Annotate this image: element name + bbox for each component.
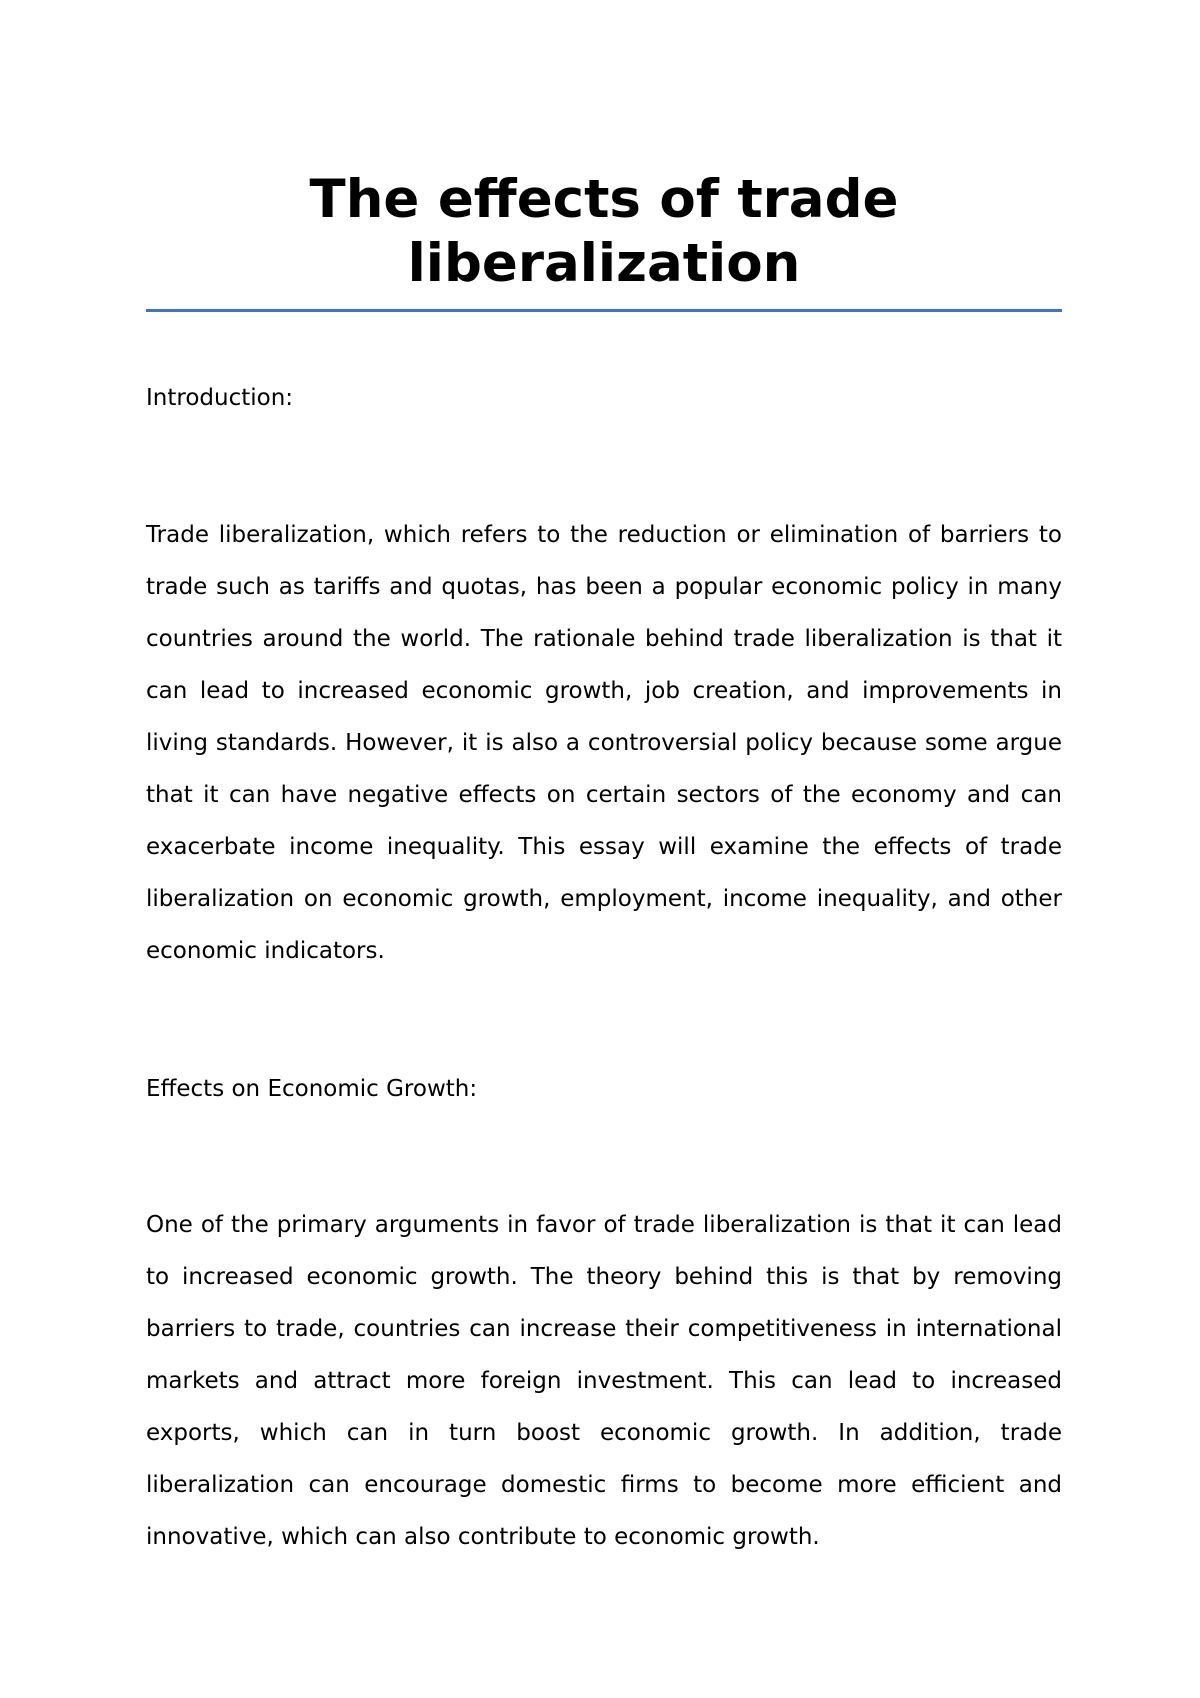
document-title: The effects of trade liberalization: [309, 169, 899, 294]
paragraph-economic-growth: One of the primary arguments in favor of trade liberalization is that it can lead to increased economic growth. The theory behind this is that by removing barriers to trade, countries can increase their competitiveness in international markets and attract more foreign investment. This can lead to increased exports, which can in turn boost economic growth. In addition, trade liberalization can encourage domestic firms to become more efficient and innovative, which can also contribute to economic growth.: [146, 1212, 1062, 1550]
section-heading-economic-growth: Effects on Economic Growth:: [146, 1076, 478, 1102]
paragraph-introduction: Trade liberalization, which refers to the reduction or elimination of barriers to trade such as tariffs and quotas, has been a popular economic policy in many countries around the world. The rationale behind trade liberalization is that it can lead to increased economic growth, job creation, and improvements in living standards. However, it is also a controversial policy because some argue that it can have negative effects on certain sectors of the economy and can exacerbate income inequality. This essay will examine the effects of trade liberalization on economic growth, employment, income inequality, and other economic indicators.: [146, 522, 1062, 964]
title-underline: [146, 309, 1062, 312]
section-heading-introduction: Introduction:: [146, 385, 294, 411]
